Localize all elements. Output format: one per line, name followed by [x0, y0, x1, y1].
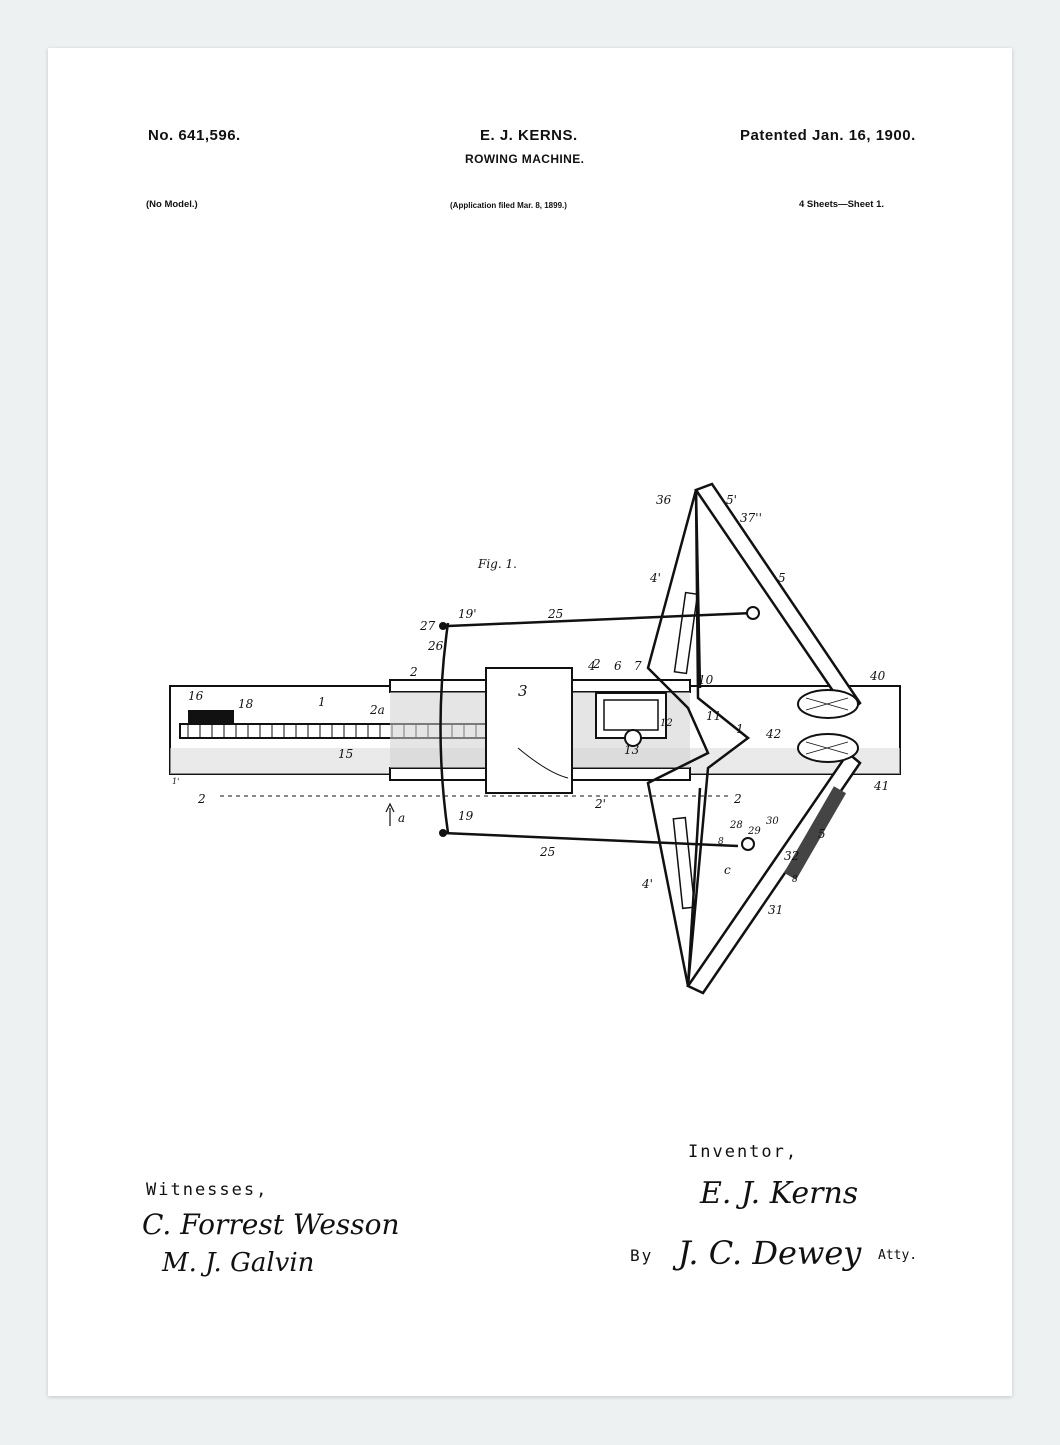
- label-25b: 25: [540, 845, 556, 859]
- label-26: 26: [428, 639, 444, 653]
- patent-date: Patented Jan. 16, 1900.: [740, 127, 916, 144]
- label-28: 28: [730, 820, 743, 831]
- label-4p1: 4': [650, 571, 661, 585]
- label-37: 37'': [740, 511, 762, 525]
- label-11: 11: [706, 709, 722, 723]
- label-31: 31: [768, 903, 784, 917]
- label-5: 5: [778, 571, 786, 585]
- label-1b: 1: [736, 722, 744, 736]
- label-3: 3: [518, 682, 528, 700]
- label-10: 10: [698, 673, 714, 687]
- label-19: 19: [458, 809, 474, 823]
- patent-title: ROWING MACHINE.: [465, 152, 585, 166]
- label-16: 16: [188, 689, 204, 703]
- label-2c: 2: [734, 792, 742, 806]
- label-2d: 2: [593, 657, 601, 671]
- label-30: 30: [766, 816, 779, 827]
- label-6: 6: [614, 659, 622, 673]
- label-5-lower: 5: [818, 827, 826, 841]
- sheet-count: 4 Sheets—Sheet 1.: [799, 199, 885, 210]
- label-c: c: [724, 863, 731, 877]
- witness-signature-2: M. J. Galvin: [162, 1248, 315, 1278]
- label-4p2: 4': [642, 877, 653, 891]
- label-32: 32: [784, 849, 800, 863]
- oar-upper: [696, 484, 860, 713]
- label-8b: 8: [792, 875, 798, 885]
- patent-sheet: [48, 48, 1012, 1396]
- inventor-name: E. J. KERNS.: [480, 127, 578, 144]
- rod-upper: [448, 613, 753, 626]
- label-19p: 19': [458, 607, 477, 621]
- label-a: a: [398, 811, 406, 825]
- witnesses-heading: Witnesses,: [146, 1180, 269, 1200]
- label-25a: 25: [548, 607, 564, 621]
- foot-rests: [798, 690, 858, 762]
- label-2prime: 2': [595, 797, 606, 811]
- fig-caption: Fig. 1.: [478, 557, 517, 571]
- label-2sup: 2a: [370, 703, 385, 717]
- label-13: 13: [624, 743, 640, 757]
- witness-signature-1: C. Forrest Wesson: [142, 1208, 400, 1241]
- label-12: 12: [660, 718, 673, 729]
- attorney-signature: J. C. Dewey: [678, 1234, 862, 1272]
- label-36: 36: [656, 493, 672, 507]
- inventor-signature: E. J. Kerns: [700, 1176, 859, 1211]
- label-2a: 2: [410, 665, 418, 679]
- label-29: 29: [748, 826, 761, 837]
- label-42: 42: [766, 727, 782, 741]
- inventor-heading: Inventor,: [688, 1142, 799, 1162]
- by-label: By: [630, 1246, 654, 1265]
- label-7: 7: [634, 659, 642, 673]
- label-1prime: 1': [172, 777, 180, 786]
- label-2b: 2: [198, 792, 206, 806]
- label-4: 4: [588, 659, 596, 673]
- seat: [486, 668, 572, 793]
- label-5p: 5': [726, 493, 737, 507]
- chain-block: [188, 710, 234, 724]
- label-15: 15: [338, 747, 354, 761]
- label-1: 1: [318, 695, 326, 709]
- application-date: (Application filed Mar. 8, 1899.): [450, 201, 567, 210]
- patent-number: No. 641,596.: [148, 127, 241, 144]
- label-41: 41: [874, 779, 890, 793]
- label-40: 40: [870, 669, 886, 683]
- label-27: 27: [420, 619, 436, 633]
- model-note: (No Model.): [146, 199, 198, 210]
- rod-lower: [443, 833, 738, 846]
- label-8a: 8: [718, 837, 724, 847]
- atty-label: Atty.: [878, 1248, 918, 1263]
- label-18: 18: [238, 697, 254, 711]
